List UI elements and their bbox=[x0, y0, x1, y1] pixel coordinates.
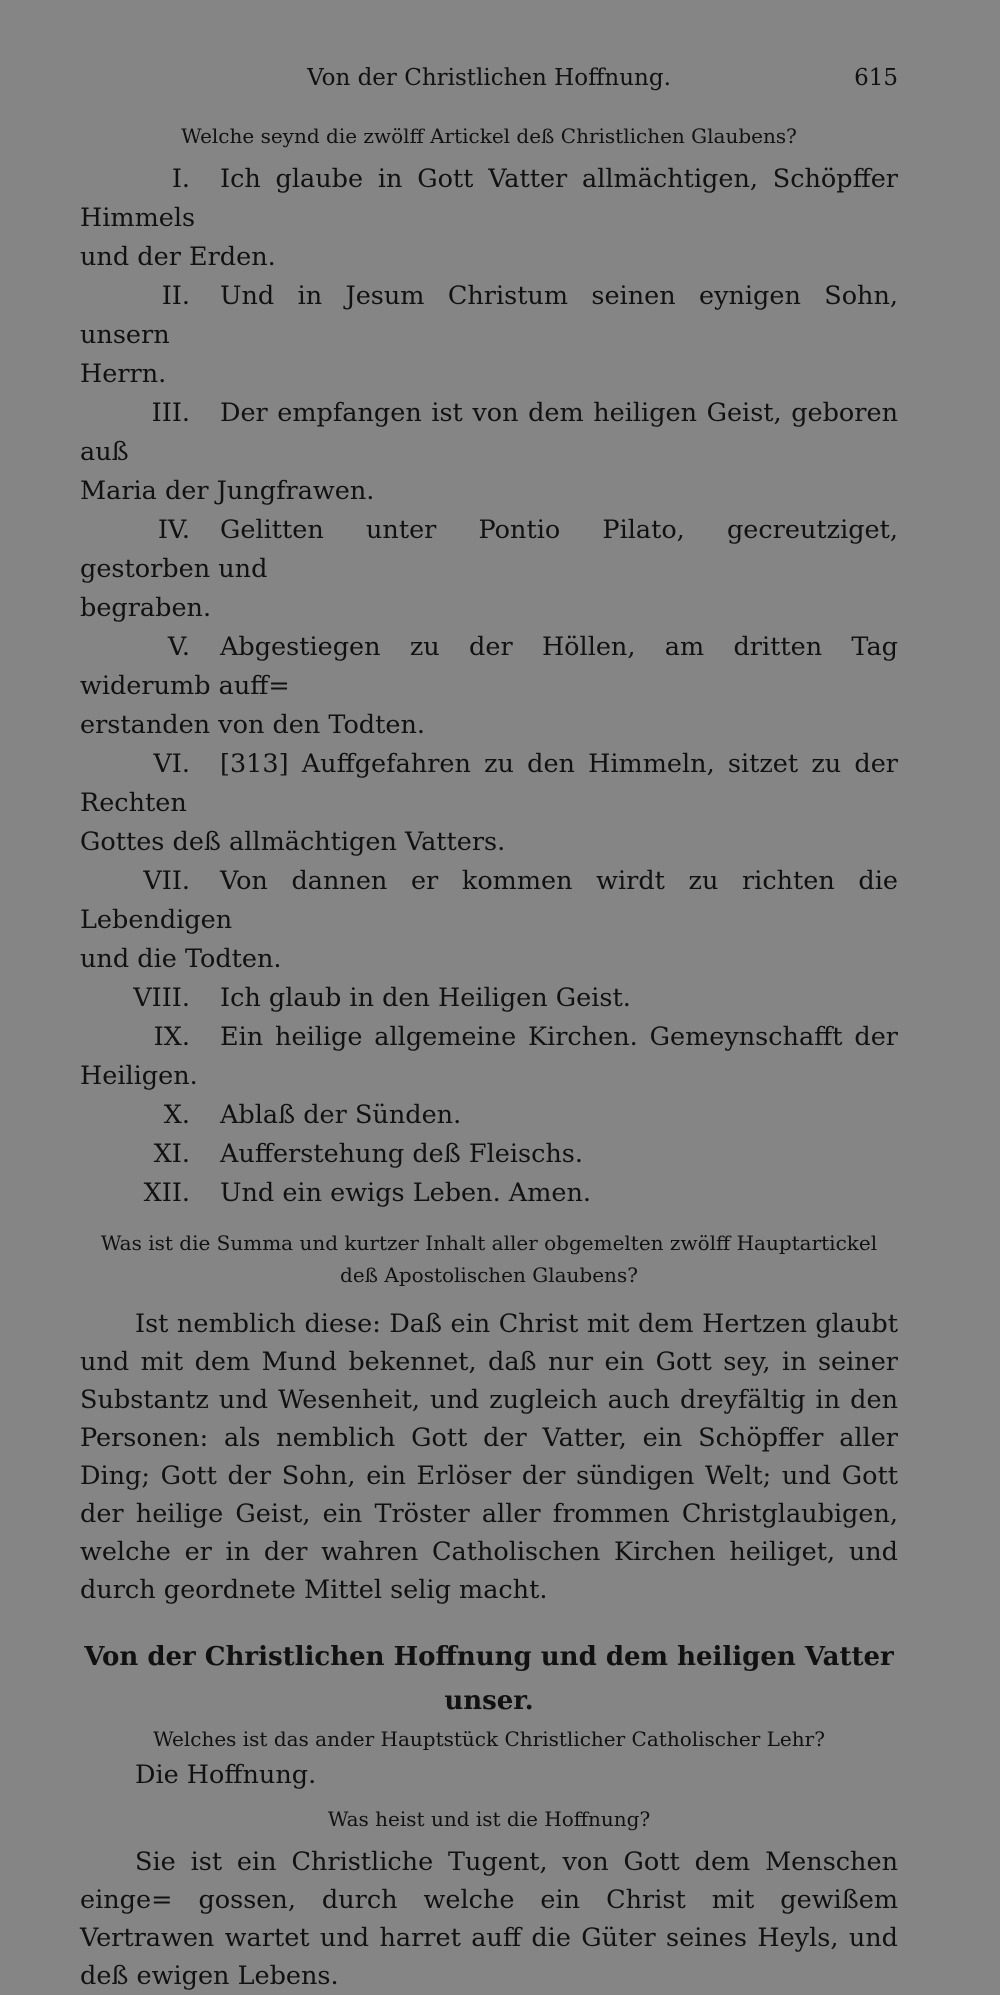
article-number: VIII. bbox=[133, 983, 190, 1013]
article-number: VII. bbox=[143, 866, 190, 896]
articles-list bbox=[80, 160, 898, 1213]
article-text: Und in Jesum Christum seinen eynigen Sohn, unsern bbox=[80, 281, 898, 350]
article-text-cont: und die Todten. bbox=[80, 944, 282, 974]
article-number: XII. bbox=[143, 1178, 190, 1208]
article-item bbox=[80, 511, 898, 628]
article-number: XI. bbox=[153, 1139, 190, 1169]
question-hope: Was heist und ist die Hoffnung? bbox=[327, 1807, 651, 1831]
running-head bbox=[80, 60, 898, 100]
article-number: V. bbox=[167, 632, 190, 662]
summa-answer: Ist nemblich diese: Daß ein Christ mit dem Hertzen glaubt und mit dem Mund bekennet, daß nur ein Gott sey, in seiner Substantz und Wesenheit, und zugleich auch dreyfältig in den Personen: als nemblich Gott der Vatter, ein Schöpffer aller Ding; Gott der Sohn, ein Erlöser der sündigen Welt; und Gott der heilige Geist, ein Tröster aller frommen Christglaubigen, welche er in der wahren Catholischen Kirchen heiliget, und durch geordnete Mittel selig macht. bbox=[80, 1309, 898, 1605]
article-text: Ich glaub in den Heiligen Geist. bbox=[220, 983, 631, 1013]
article-text: Und ein ewigs Leben. Amen. bbox=[220, 1178, 591, 1208]
article-item bbox=[80, 628, 898, 745]
article-text: Der empfangen ist von dem heiligen Geist, geboren auß bbox=[80, 398, 898, 467]
article-item bbox=[80, 1018, 898, 1096]
article-item bbox=[80, 745, 898, 862]
article-text-cont: erstanden von den Todten. bbox=[80, 710, 425, 740]
article-text-cont: begraben. bbox=[80, 593, 212, 623]
question-summa-line2: deß Apostolischen Glaubens? bbox=[340, 1263, 638, 1287]
article-text: Ich glaube in Gott Vatter allmächtigen, Schöpffer Himmels bbox=[80, 164, 898, 233]
running-title: Von der Christlichen Hoffnung. bbox=[307, 65, 671, 91]
section-heading: Von der Christlichen Hoffnung und dem heiligen Vatter unser. bbox=[84, 1642, 894, 1716]
article-number: IX. bbox=[153, 1022, 190, 1052]
article-item bbox=[80, 979, 898, 1018]
article-text: Ein heilige allgemeine Kirchen. Gemeynschafft der Heiligen. bbox=[80, 1022, 898, 1091]
article-item bbox=[80, 1135, 898, 1174]
article-number: X. bbox=[163, 1100, 190, 1130]
article-number: II. bbox=[161, 281, 190, 311]
article-text: [313] Auffgefahren zu den Himmeln, sitzet zu der Rechten bbox=[80, 749, 898, 818]
article-text-cont: Gottes deß allmächtigen Vatters. bbox=[80, 827, 506, 857]
hope-answer: Sie ist ein Christliche Tugent, von Gott dem Menschen einge= gossen, durch welche ein Christ mit gewißem Vertrawen wartet und harret auff die Güter seines Heyls, und deß ewigen Lebens. bbox=[80, 1847, 898, 1991]
page-body bbox=[80, 60, 898, 1995]
article-number: IV. bbox=[157, 515, 190, 545]
article-text-cont: Maria der Jungfrawen. bbox=[80, 476, 375, 506]
article-item bbox=[80, 1096, 898, 1135]
article-text: Gelitten unter Pontio Pilato, gecreutziget, gestorben und bbox=[80, 515, 898, 584]
article-number: VI. bbox=[153, 749, 190, 779]
article-text-cont: und der Erden. bbox=[80, 242, 276, 272]
article-item bbox=[80, 394, 898, 511]
question-second-part: Welches ist das ander Hauptstück Christlicher Catholischer Lehr? bbox=[153, 1727, 825, 1751]
question-articles: Welche seynd die zwölff Artickel deß Christlichen Glaubens? bbox=[181, 124, 797, 148]
article-item bbox=[80, 862, 898, 979]
question-summa-line1: Was ist die Summa und kurtzer Inhalt aller obgemelten zwölff Hauptartickel bbox=[100, 1231, 878, 1255]
article-text: Ablaß der Sünden. bbox=[220, 1100, 462, 1130]
article-text: Aufferstehung deß Fleischs. bbox=[220, 1139, 583, 1169]
article-item bbox=[80, 1174, 898, 1213]
article-text: Von dannen er kommen wirdt zu richten die Lebendigen bbox=[80, 866, 898, 935]
article-text-cont: Herrn. bbox=[80, 359, 167, 389]
article-item bbox=[80, 277, 898, 394]
answer-second-part: Die Hoffnung. bbox=[135, 1760, 317, 1790]
article-number: III. bbox=[151, 398, 190, 428]
article-text: Abgestiegen zu der Höllen, am dritten Tag widerumb auff= bbox=[80, 632, 898, 701]
page-number: 615 bbox=[854, 65, 898, 91]
article-item bbox=[80, 160, 898, 277]
article-number: I. bbox=[171, 164, 190, 194]
